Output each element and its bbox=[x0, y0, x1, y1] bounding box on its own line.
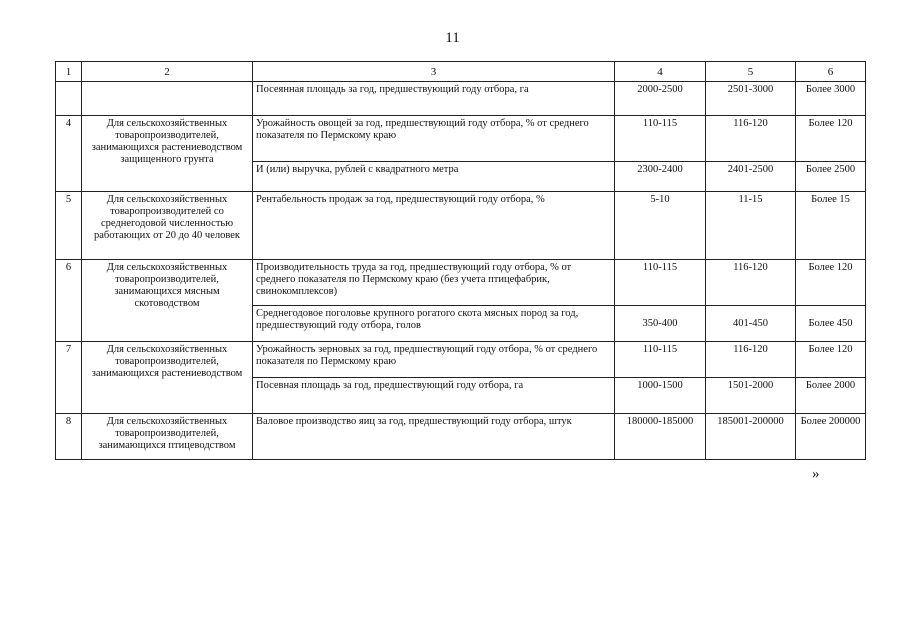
header-cell: 1 bbox=[56, 62, 82, 82]
header-cell: 5 bbox=[706, 62, 796, 82]
row-number: 4 bbox=[56, 116, 82, 192]
range-high-cell: Более 2000 bbox=[796, 378, 866, 414]
table-row bbox=[56, 260, 866, 306]
range-mid-cell: 2401-2500 bbox=[706, 162, 796, 192]
range-low-cell: 2000-2500 bbox=[615, 82, 706, 116]
table-row bbox=[56, 116, 866, 162]
range-high-cell: Более 2500 bbox=[796, 162, 866, 192]
category-cell bbox=[82, 82, 253, 116]
row-number: 6 bbox=[56, 260, 82, 342]
range-high-cell: Более 15 bbox=[796, 192, 866, 260]
range-high-cell: Более 120 bbox=[796, 260, 866, 306]
category-cell: Для сельскохозяйственных товаропроизводителей, занимающихся растениеводством bbox=[82, 342, 253, 414]
header-cell: 3 bbox=[253, 62, 615, 82]
indicator-cell: Посевная площадь за год, предшествующий году отбора, га bbox=[253, 378, 615, 414]
category-cell: Для сельскохозяйственных товаропроизводителей со среднегодовой численностью работающих от 20 до 40 человек bbox=[82, 192, 253, 260]
range-mid-cell: 116-120 bbox=[706, 342, 796, 378]
row-number: 8 bbox=[56, 414, 82, 460]
row-number bbox=[56, 82, 82, 116]
range-low-cell: 110-115 bbox=[615, 342, 706, 378]
range-low-cell: 2300-2400 bbox=[615, 162, 706, 192]
header-cell: 2 bbox=[82, 62, 253, 82]
range-low-cell: 1000-1500 bbox=[615, 378, 706, 414]
range-mid-cell: 11-15 bbox=[706, 192, 796, 260]
closing-quote-mark: » bbox=[812, 466, 820, 482]
range-low-cell: 5-10 bbox=[615, 192, 706, 260]
category-cell: Для сельскохозяйственных товаропроизводителей, занимающихся птицеводством bbox=[82, 414, 253, 460]
indicator-cell: Рентабельность продаж за год, предшествующий году отбора, % bbox=[253, 192, 615, 260]
table-row bbox=[56, 192, 866, 260]
range-low-cell: 350-400 bbox=[615, 306, 706, 342]
table-row bbox=[56, 342, 866, 378]
range-high-cell: Более 450 bbox=[796, 306, 866, 342]
indicator-cell: Среднегодовое поголовье крупного рогатого скота мясных пород за год, предшествующий году отбора, голов bbox=[253, 306, 615, 342]
category-cell: Для сельскохозяйственных товаропроизводителей, занимающихся растениеводством защищенного грунта bbox=[82, 116, 253, 192]
range-low-cell: 110-115 bbox=[615, 116, 706, 162]
range-high-cell: Более 3000 bbox=[796, 82, 866, 116]
range-mid-cell: 401-450 bbox=[706, 306, 796, 342]
indicator-cell: Урожайность овощей за год, предшествующий году отбора, % от среднего показателя по Пермскому краю bbox=[253, 116, 615, 162]
range-mid-cell: 116-120 bbox=[706, 116, 796, 162]
row-number: 5 bbox=[56, 192, 82, 260]
row-number: 7 bbox=[56, 342, 82, 414]
table-row bbox=[56, 82, 866, 116]
table-row bbox=[56, 414, 866, 460]
range-mid-cell: 185001-200000 bbox=[706, 414, 796, 460]
range-low-cell: 180000-185000 bbox=[615, 414, 706, 460]
header-cell: 4 bbox=[615, 62, 706, 82]
range-high-cell: Более 120 bbox=[796, 116, 866, 162]
indicator-cell: Посеянная площадь за год, предшествующий году отбора, га bbox=[253, 82, 615, 116]
indicator-cell: И (или) выручка, рублей с квадратного метра bbox=[253, 162, 615, 192]
indicator-cell: Валовое производство яиц за год, предшествующий году отбора, штук bbox=[253, 414, 615, 460]
criteria-table bbox=[55, 61, 866, 460]
table-header-row bbox=[56, 62, 866, 82]
indicator-cell: Урожайность зерновых за год, предшествующий году отбора, % от среднего показателя по Пермскому краю bbox=[253, 342, 615, 378]
range-mid-cell: 2501-3000 bbox=[706, 82, 796, 116]
range-high-cell: Более 200000 bbox=[796, 414, 866, 460]
header-cell: 6 bbox=[796, 62, 866, 82]
range-high-cell: Более 120 bbox=[796, 342, 866, 378]
category-cell: Для сельскохозяйственных товаропроизводителей, занимающихся мясным скотоводством bbox=[82, 260, 253, 342]
range-mid-cell: 1501-2000 bbox=[706, 378, 796, 414]
range-low-cell: 110-115 bbox=[615, 260, 706, 306]
indicator-cell: Производительность труда за год, предшествующий году отбора, % от среднего показателя по Пермскому краю (без учета птицефабрик, свинокомплексов) bbox=[253, 260, 615, 306]
range-mid-cell: 116-120 bbox=[706, 260, 796, 306]
page-number: 11 bbox=[445, 30, 460, 46]
